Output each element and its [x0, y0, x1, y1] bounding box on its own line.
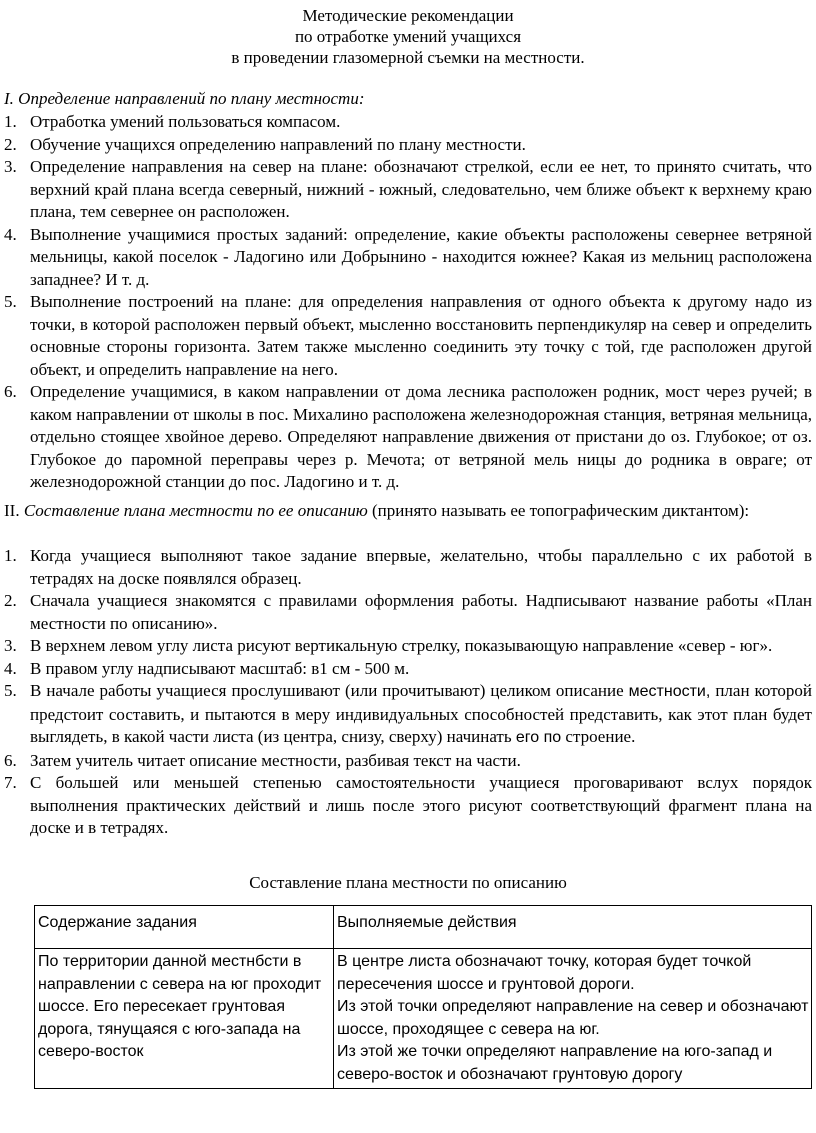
item-text: В правом углу надписывают масштаб: в1 см - 500 м. — [30, 658, 410, 678]
item-number: 7. — [4, 773, 17, 792]
table-cell-task: По территории данной местнбсти в направлении с севера на юг проходит шоссе. Его пересекает грунтовая дорога, тянущаяся с юго-запада на северо-восток — [35, 949, 334, 1089]
item-number: 5. — [4, 681, 17, 700]
item-text: Сначала учащиеся знакомятся с правилами оформления работы. Надписывают название работы «План местности по описанию». — [30, 591, 812, 633]
item-text: Выполнение учащимися простых заданий: определение, какие объекты расположены севернее ветряной мельницы, какой поселок - Ладогино или Добрынино - находится южнее? Какая из мельниц расположена западнее? И т. д. — [30, 224, 812, 289]
item-number: 3. — [4, 636, 17, 655]
item-text-part-a: В начале работы учащиеся прослушивают (или прочитывают) целиком описание — [30, 681, 624, 700]
item-text: Выполнение построений на плане: для определения направления от одного объекта к другому надо из точки, в которой расположен первый объект, мысленно восстановить перпендикуляр на север и определить основные стороны горизонта. Затем также мысленно соединить эту точку с той, где расположен другой объект, и определить направление на него. — [30, 292, 812, 379]
table-header-cell: Содержание задания — [35, 906, 334, 949]
item-text: Затем учитель читает описание местности, разбивая текст на части. — [30, 750, 521, 770]
item-text-part-b: местности, — [628, 683, 711, 700]
list-item — [0, 772, 812, 840]
item-number: 2. — [4, 591, 17, 610]
section-2-list — [0, 545, 812, 840]
section-2-numeral: II. — [4, 501, 20, 520]
item-text: Определение учащимися, в каком направлении от дома лесника расположен родник, мост через ручей; в каком направлении от школы в пос. Михалино расположена железнодорожная станция, ветряная мельница, отдельно стоящее хвойное дерево. Определяют направление движения от пристани до оз. Глубокое; от оз. Глубокое до паромной переправы через р. Мечота; от ветряной мель ницы до родника в овраге; от железнодорожной станции до пос. Ладогино и т. д. — [30, 382, 812, 491]
list-item — [0, 381, 812, 494]
item-number: 4. — [4, 224, 17, 244]
section-2-heading-rest: (принято называть ее топографическим диктантом): — [371, 501, 750, 520]
item-text: Определение направления на север на плане: обозначают стрелкой, если ее нет, то принято считать, что верхний край плана всегда северный, нижний - южный, следовательно, чем ближе объект к верхнему краю плана, тем севернее он расположен. — [30, 157, 812, 221]
item-number: 2. — [4, 134, 17, 154]
list-item — [0, 111, 812, 134]
table-cell-actions — [334, 949, 812, 1089]
list-item — [0, 750, 812, 773]
list-item — [0, 545, 812, 590]
item-text: Отработка умений пользоваться компасом. — [30, 112, 341, 131]
item-text: Обучение учащихся определению направлений по плану местности. — [30, 134, 526, 154]
section-2-heading — [4, 500, 812, 523]
list-item — [0, 658, 812, 681]
list-item — [0, 224, 812, 292]
item-number: 4. — [4, 658, 17, 678]
action-line: Из этой же точки определяют направление на юго-запад и северо-восток и обозначают грунтовую дорогу — [337, 1043, 773, 1083]
item-text: В верхнем левом углу листа рисуют вертикальную стрелку, показывающую направление «север - юг». — [30, 636, 773, 655]
list-item — [0, 156, 812, 224]
item-number: 1. — [4, 112, 17, 131]
table-row — [35, 949, 812, 1089]
action-line: В центре листа обозначают точку, которая будет точкой пересечения шоссе и грунтовой дороги. — [337, 953, 752, 993]
list-item — [0, 590, 812, 635]
item-text-part-c: план которой предстоит составить, и пытаются в меру индивидуальных способностей представить, как этот план будет выглядеть, в какой части листа (из центра, снизу, сверху) начинать — [30, 681, 813, 746]
item-text-part-e: строение. — [565, 727, 636, 746]
item-text-part-d: его по — [515, 729, 562, 746]
item-number: 6. — [4, 382, 17, 401]
section-2-heading-italic: Составление плана местности по ее описанию — [23, 501, 368, 520]
section-1-heading — [4, 88, 365, 110]
section-1-list — [0, 111, 812, 494]
action-line: Из этой точки определяют направление на север и обозначают шоссе, проходящее с севера на юг. — [337, 998, 809, 1038]
item-text: Когда учащиеся выполняют такое задание впервые, желательно, чтобы параллельно с их работой в тетрадях на доске появлялся образец. — [30, 546, 812, 588]
table-header-row — [35, 906, 812, 949]
item-number: 6. — [4, 750, 17, 770]
item-number: 1. — [4, 546, 17, 565]
table-caption: Составление плана местности по описанию — [249, 873, 567, 892]
section-1-heading-text: I. Определение направлений по плану местности: — [4, 89, 365, 108]
plan-table — [34, 905, 812, 1089]
item-text: С большей или меньшей степенью самостоятельности учащиеся проговаривают вслух порядок выполнения практических действий и лишь после этого рисуют соответствующий фрагмент плана на доске и в тетрадях. — [30, 773, 812, 837]
list-item — [0, 680, 812, 750]
list-item — [0, 635, 812, 658]
item-number: 3. — [4, 157, 17, 176]
table-header-cell: Выполняемые действия — [334, 906, 812, 949]
doc-title-line-3: в проведении глазомерной съемки на местности. — [231, 48, 585, 67]
doc-title-line-1: Методические рекомендации — [302, 6, 514, 25]
list-item — [0, 291, 812, 381]
doc-title-line-2: по отработке умений учащихся — [294, 27, 522, 46]
item-number: 5. — [4, 292, 17, 311]
list-item — [0, 134, 812, 157]
